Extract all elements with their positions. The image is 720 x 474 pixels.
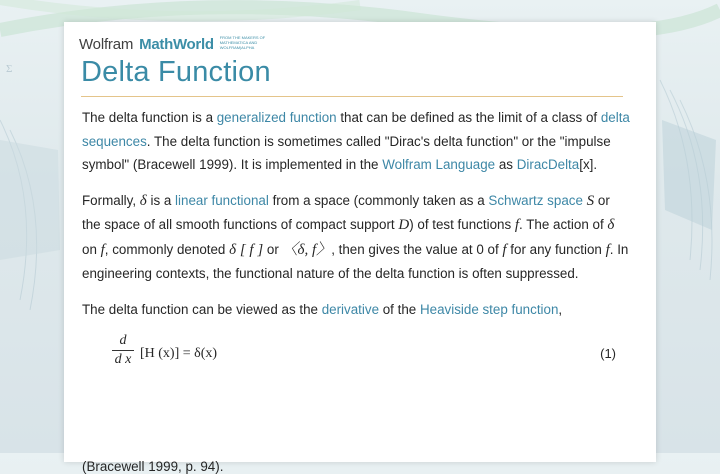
text: from a space (commonly taken as a [268,192,489,208]
link-delta-sequences[interactable]: delta sequences [82,110,630,149]
math-delta: δ [139,192,147,209]
link-diracdelta[interactable]: DiracDelta [516,157,580,172]
text: . The delta function is sometimes called "Dirac's delta function" or the "impulse symbol" (Bracewell 1999). It is implemented in the [82,133,611,172]
equation-1 [82,331,630,389]
text: as [495,157,517,172]
paragraph-intro [82,106,630,177]
citation: (Bracewell 1999, p. 94). [82,459,224,474]
math-delta: δ [607,217,615,233]
fraction-numerator: d [119,333,127,348]
math-f: f [502,241,507,258]
svg-text:Σ: Σ [6,63,13,75]
text: that can be defined as the limit of a class of [336,110,601,125]
logo-mathworld-text: MathWorld [139,36,214,53]
text: , [558,301,563,317]
article-body [82,106,630,395]
link-heaviside-step-function[interactable]: Heaviside step function [419,301,559,317]
text: is a [146,192,176,208]
article-card [64,22,656,474]
text: The delta function can be viewed as the [82,301,322,317]
text: or [263,241,283,257]
logo-tagline: FROM THE MAKERS OF MATHEMATICA AND WOLFRAM|ALPHA [219,35,266,50]
math-angle-bracket: 〈δ, f〉 [282,241,332,258]
link-linear-functional[interactable]: linear functional [175,192,269,208]
text: . The action of [519,217,608,232]
math-f: f [605,241,610,258]
equation-fraction [112,333,134,368]
math-f: f [100,241,105,258]
text: [x]. [579,157,598,172]
math-f: f [514,217,520,233]
text: Formally, [82,192,140,208]
text: . In engineering contexts, the functional nature of the delta function is often suppressed. [82,241,629,281]
math-D: D [398,217,410,233]
link-generalized-function[interactable]: generalized function [216,110,337,125]
link-schwartz-space[interactable]: Schwartz space [488,192,583,208]
paragraph-formal [82,189,630,286]
link-derivative[interactable]: derivative [321,301,380,317]
site-logo[interactable] [79,35,280,53]
title-divider [81,96,623,97]
logo-wolfram-text: Wolfram [79,36,134,53]
text: , commonly denoted [104,241,230,257]
text: The delta function is a [82,110,217,125]
equation-number: (1) [600,346,616,361]
link-wolfram-language[interactable]: Wolfram Language [382,157,496,172]
text: , then gives the value at 0 of [331,241,503,257]
text: for any function [506,241,606,257]
text: or the space of all smooth functions of compact support [82,192,610,232]
text: on [82,241,101,257]
paragraph-derivative [82,298,630,322]
equation-body: [H (x)] = δ(x) [140,346,218,361]
fraction-bar [112,350,134,351]
text: of the [379,301,420,317]
fraction-denominator: d x [114,352,132,367]
math-delta-of-f: δ [ f ] [229,241,264,258]
text: ) of test functions [409,217,515,232]
math-S: S [586,192,595,209]
page-title: Delta Function [81,56,271,88]
